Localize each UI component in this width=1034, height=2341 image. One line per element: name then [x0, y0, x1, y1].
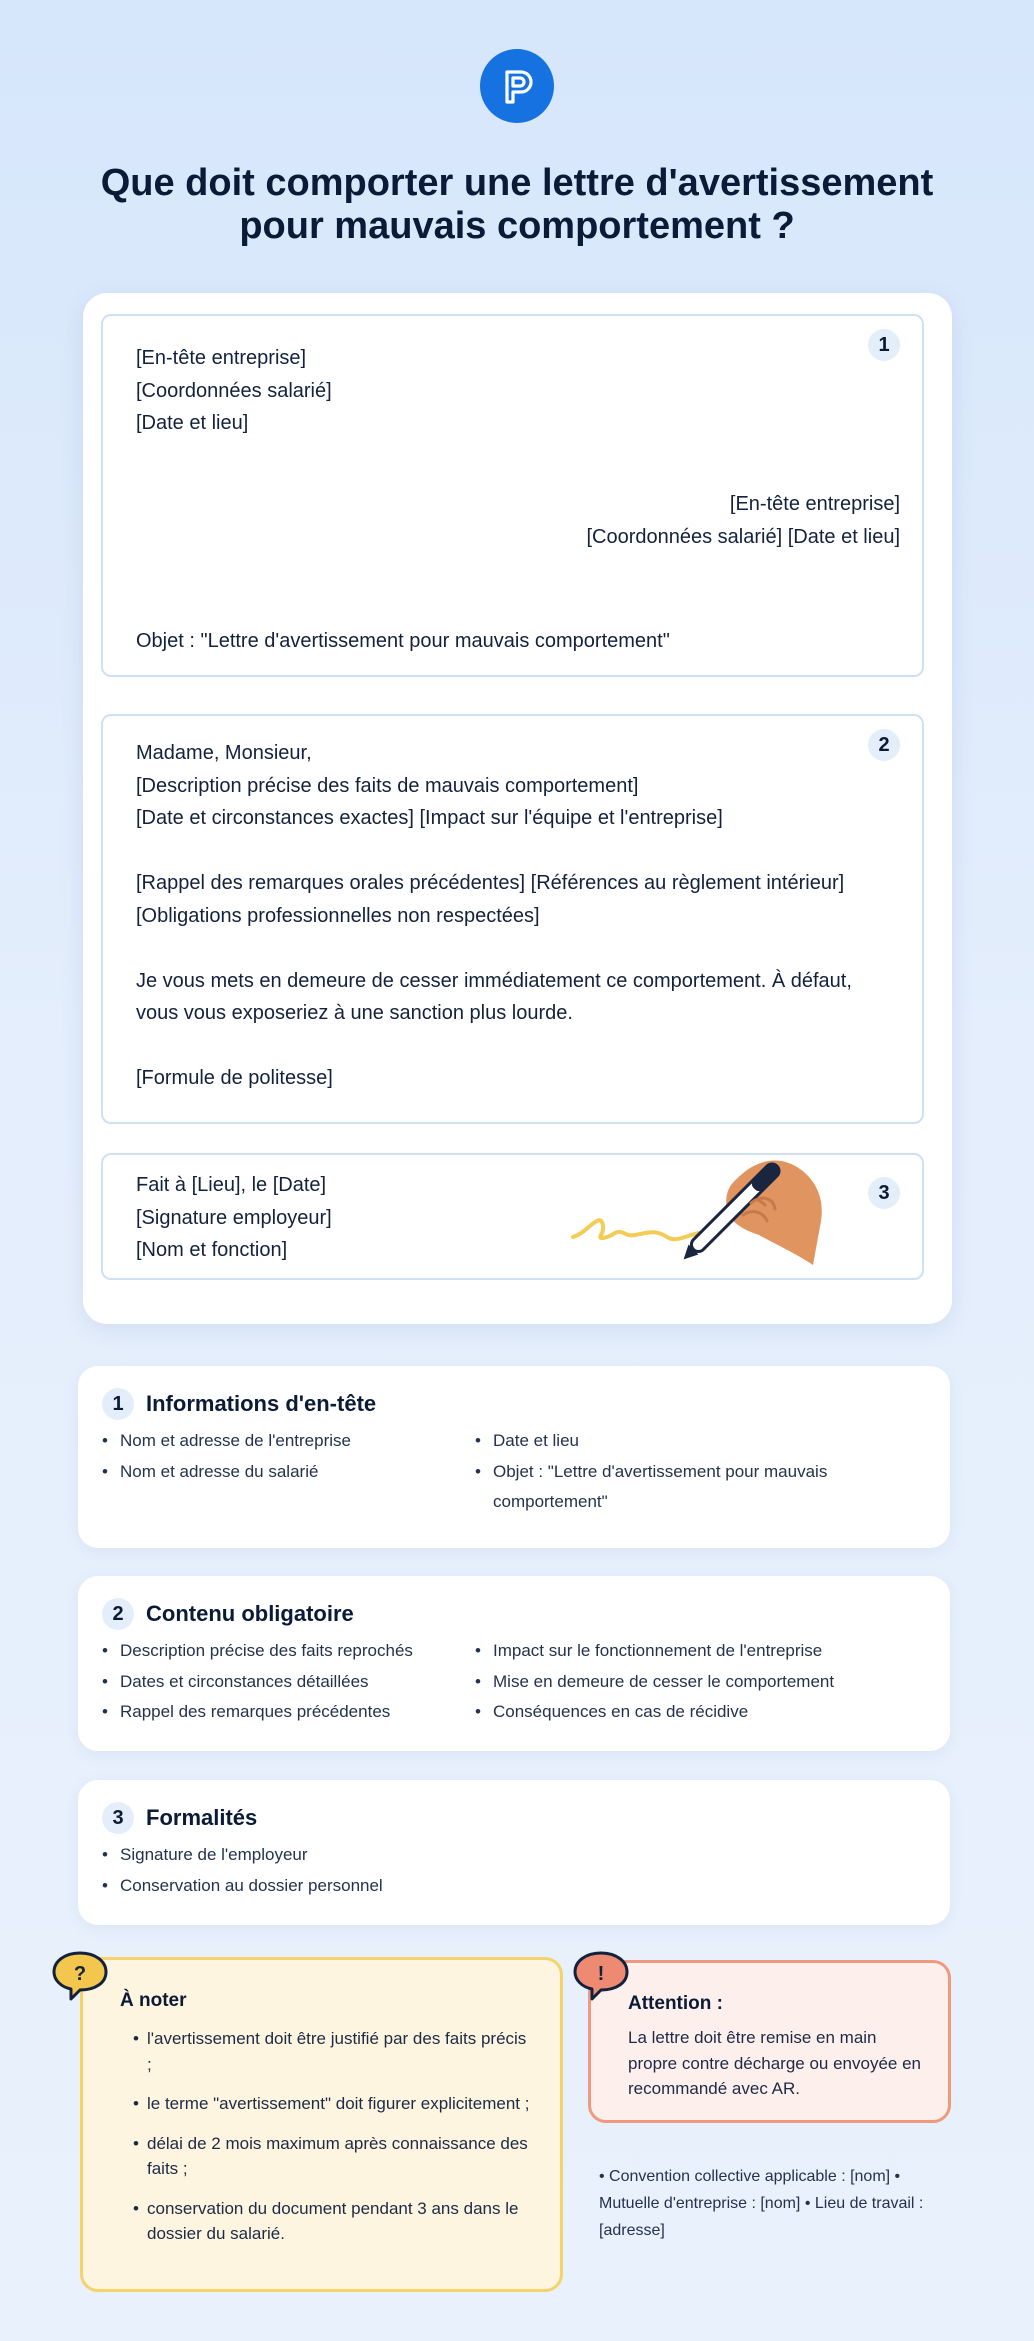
list-item: • Signature de l'employeur [102, 1840, 383, 1871]
info-title: Formalités [146, 1805, 258, 1830]
section-number-badge: 2 [868, 729, 900, 761]
letter-subject: Objet : "Lettre d'avertissement pour mauvais comportement" [136, 630, 670, 652]
list-item: • Mise en demeure de cesser le comportement [475, 1667, 834, 1698]
note-title: À noter [120, 1990, 187, 2011]
letter-body-section: 2 Madame, Monsieur, [Description précise des faits de mauvais comportement] [Date et circonstances exactes] [Impact sur l'équipe et l'entreprise] [Rappel des remarques orales précédentes] [Références au règlement intérieur] [Obligations professionnelles non respectées] Je vous mets en demeure de cesser immédiatement ce comportement. À défaut, vous vous exposeriez à une sanction plus lourde. [Formule de politesse] [101, 714, 924, 1124]
info-list-left [102, 1636, 413, 1728]
list-item: • Objet : "Lettre d'avertissement pour mauvais comportement" [475, 1457, 827, 1518]
letter-signature-section: 3 Fait à [Lieu], le [Date] [Signature employeur] [Nom et fonction] [101, 1153, 924, 1280]
note-list [133, 2026, 533, 2261]
list-item: • Conséquences en cas de récidive [475, 1697, 834, 1728]
info-list-left [102, 1426, 351, 1487]
brand-logo [480, 49, 554, 123]
info-title: Contenu obligatoire [146, 1601, 354, 1626]
exclamation-bubble-icon [572, 1950, 630, 2002]
list-item: • Date et lieu [475, 1426, 827, 1457]
note-box [80, 1957, 563, 2292]
info-number-badge: 2 [102, 1598, 134, 1630]
info-card-formalities [78, 1780, 950, 1925]
info-number-badge: 3 [102, 1802, 134, 1834]
warning-box [588, 1960, 951, 2123]
list-item: • conservation du document pendant 3 ans dans le dossier du salarié. [133, 2196, 533, 2247]
hand-writing-signature-icon [563, 1125, 853, 1275]
warning-title: Attention : [628, 1993, 723, 2014]
list-item: • délai de 2 mois maximum après connaissance des faits ; [133, 2131, 533, 2182]
info-list-right [475, 1426, 827, 1518]
info-title: Informations d'en-tête [146, 1391, 377, 1416]
info-list-right [475, 1636, 834, 1728]
list-item: • Rappel des remarques précédentes [102, 1697, 413, 1728]
question-bubble-icon [51, 1950, 109, 2002]
list-item: • l'avertissement doit être justifié par des faits précis ; [133, 2026, 533, 2077]
info-number-badge: 1 [102, 1388, 134, 1420]
section-number-badge: 3 [868, 1177, 900, 1209]
logo-p-icon [495, 64, 539, 108]
letter-template-card [83, 293, 952, 1324]
letter-header-section: 1 [En-tête entreprise] [Coordonnées salarié] [Date et lieu] [En-tête entreprise] [Coordonnées salarié] [Date et lieu] Objet : "Lettre d'avertissement pour mauvais comportement" [101, 314, 924, 677]
list-item: • Dates et circonstances détaillées [102, 1667, 413, 1698]
info-card-header-information [78, 1366, 950, 1548]
page-title: Que doit comporter une lettre d'avertissement pour mauvais comportement ? [100, 162, 934, 247]
list-item: • Conservation au dossier personnel [102, 1871, 383, 1902]
list-item: • le terme "avertissement" doit figurer explicitement ; [133, 2091, 533, 2117]
footer-notes: • Convention collective applicable : [nom] • Mutuelle d'entreprise : [nom] • Lieu de travail : [adresse] [599, 2168, 924, 2239]
list-item: • Nom et adresse du salarié [102, 1457, 351, 1488]
list-item: • Impact sur le fonctionnement de l'entreprise [475, 1636, 834, 1667]
warning-text: La lettre doit être remise en main propre contre décharge ou envoyée en recommandé avec AR. [628, 2028, 921, 2098]
info-list-left [102, 1840, 383, 1901]
section-number-badge: 1 [868, 329, 900, 361]
info-card-mandatory-content [78, 1576, 950, 1751]
list-item: • Description précise des faits reprochés [102, 1636, 413, 1667]
svg-text:!: ! [597, 1963, 605, 1985]
svg-text:?: ? [73, 1963, 87, 1985]
list-item: • Nom et adresse de l'entreprise [102, 1426, 351, 1457]
